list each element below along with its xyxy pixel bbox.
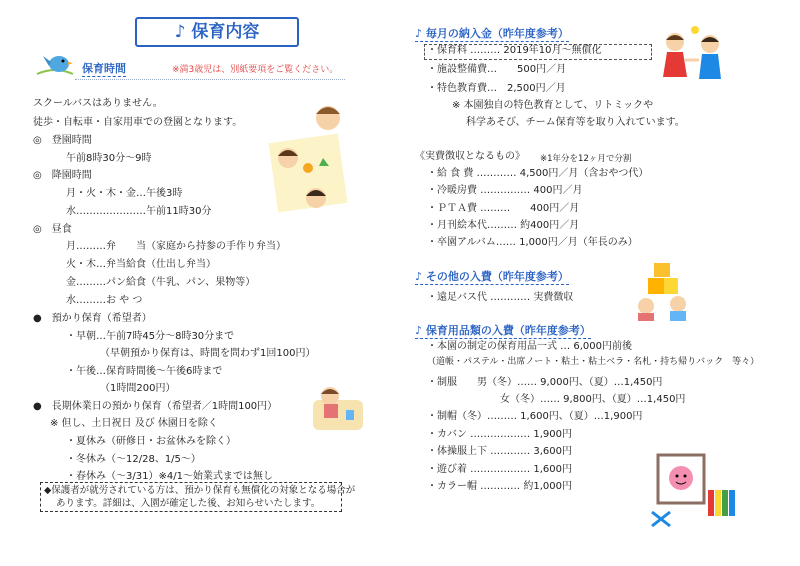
supplies-item: ・遊び着 ……………… 1,600円 [427,464,572,475]
monthly-note: 科学あそび、チーム保育等を取り入れています。 [466,117,685,128]
actual-item: ・冷暖房費 …………… 400円／月 [427,185,583,196]
monthly-item: ・施設整備費… 500円／月 [427,64,567,75]
line: ※ 但し、土日祝日 及び 休園日を除く [50,418,218,429]
actual-item: ・卒園アルバム…… 1,000円／月（年長のみ） [427,237,638,248]
actual-sub: ※1年分を12ヶ月で分割 [540,154,632,164]
bird-icon [35,52,75,80]
children-drawing-illustration [268,98,353,218]
line: ・早朝…午前7時45分～8時30分まで [66,331,235,342]
line: 金………パン給食（牛乳、パン、果物等） [66,277,256,288]
line: 水………お や つ [66,295,143,306]
line: ◎ 登園時間 [33,135,92,146]
section-note: ※満3歳児は、別紙要項をご覧ください。 [172,65,339,75]
supplies-item: ・カラー帽 ………… 約1,000円 [427,481,572,492]
supplies-intro: （道帳・パステル・出席ノート・粘土・粘土ベラ・名札・持ち帰りバック 等々） [427,357,760,367]
line: ◎ 降園時間 [33,170,92,181]
line: 徒歩・自転車・自家用車での登園となります。 [33,117,243,128]
dancing-children-illustration [655,22,735,97]
divider [75,79,345,80]
supplies-item: 女（冬）…… 9,800円、（夏）…1,450円 [500,394,686,405]
supplies-intro: ・本園の制定の保育用品一式 … 6,000円前後 [427,341,632,352]
supplies-item: ・制帽（冬）……… 1,600円、（夏）…1,900円 [427,411,643,422]
blocks-play-illustration [632,258,692,323]
actual-item: ・月刊絵本代……… 約400円／月 [427,220,580,231]
line: ● 預かり保育（希望者） [33,313,152,324]
line: ・夏休み（研修日・お盆休みを除く） [66,436,236,447]
art-supplies-illustration [648,450,748,528]
line: ・冬休み（～12/28、1/5～） [66,454,201,465]
monthly-item: ・保育料 ……… 2019年10月～無償化 [427,45,602,56]
other-item: ・遠足バス代 ………… 実費徴収 [427,292,574,303]
supplies-header: ♪ 保育用品類の入費（昨年度参考） [415,324,591,337]
line: （1時間200円） [100,383,176,394]
supplies-item: ・制服 男（冬）…… 9,000円、（夏）…1,450円 [427,377,663,388]
line: ・春休み（～3/31）※4/1～始業式までは無し [66,471,273,482]
monthly-note: ※ 本園独自の特色教育として、リトミックや [452,100,654,111]
line: 午前8時30分～9時 [66,153,152,164]
line: （早朝預かり保育は、時間を問わず1回100円） [100,348,316,359]
line: 火・木…弁当給食（仕出し弁当） [66,259,216,270]
line: 月・火・木・金…午後3時 [66,188,183,199]
monthly-item: ・特色教育費… 2,500円／月 [427,83,566,94]
footnote-line: あります。詳細は、入園が確定した後、お知らせいたします。 [56,498,321,509]
child-sandbox-illustration [308,380,368,435]
actual-item: ・ＰＴＡ費 ……… 400円／月 [427,203,580,214]
line: スクールバスはありません。 [33,98,163,109]
line: 水…………………午前11時30分 [66,206,212,217]
supplies-item: ・カバン ……………… 1,900円 [427,429,572,440]
page-title: ♪ 保育内容 [135,17,299,47]
line: ● 長期休業日の預かり保育（希望者／1時間100円） [33,401,278,412]
actual-header: 《実費徴収となるもの》 [415,151,525,162]
actual-item: ・給 食 費 ………… 4,500円／月（含おやつ代） [427,168,649,179]
monthly-header: ♪ 毎月の納入金（昨年度参考） [415,27,569,40]
footnote-line: ◆保護者が就労されている方は、預かり保育も無償化の対象となる場合が [44,485,356,496]
line: 月………弁 当（家庭から持参の手作り弁当） [66,241,286,252]
section-label: 保育時間 [82,62,126,75]
supplies-item: ・体操服上下 ………… 3,600円 [427,446,572,457]
line: ◎ 昼食 [33,224,72,235]
other-header: ♪ その他の入費（昨年度参考） [415,270,569,283]
line: ・午後…保育時間後～午後6時まで [66,366,223,377]
